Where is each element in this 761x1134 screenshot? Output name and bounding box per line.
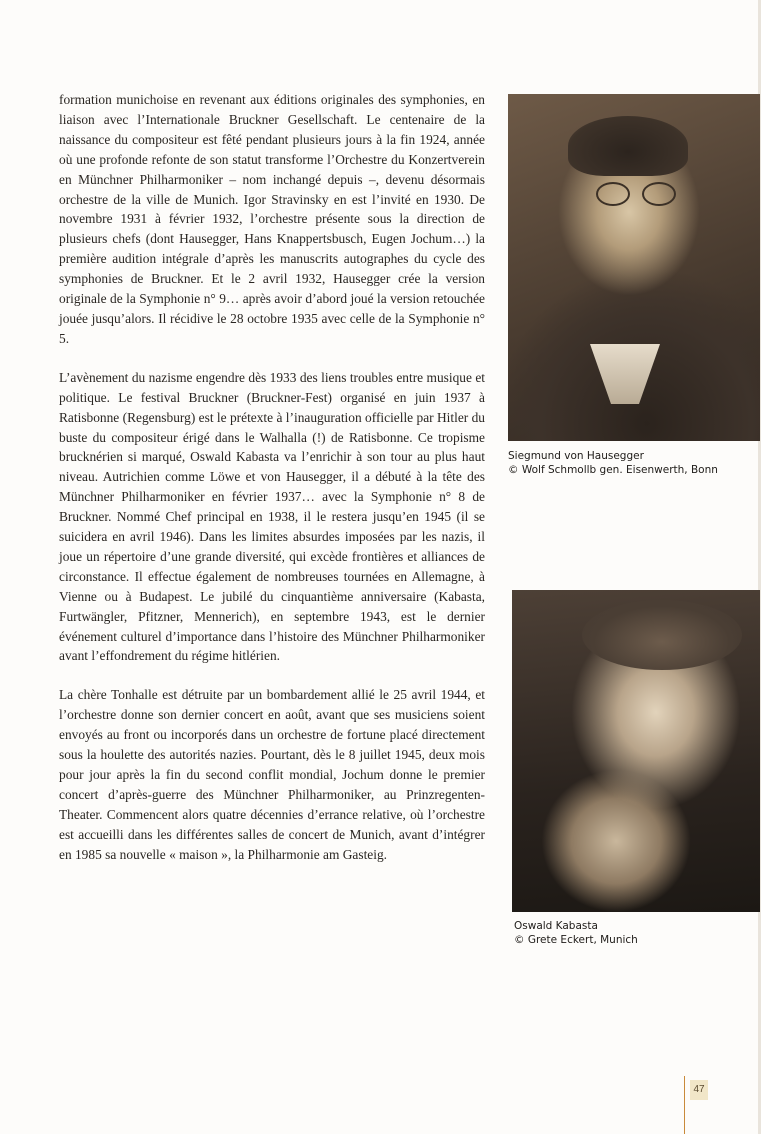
paragraph-2: L’avènement du nazisme engendre dès 1933 des liens troubles entre musique et politique. Le festival Bruckner (Bruckner-Fest) organisé en juin 1937 à Ratisbonne (Regensburg) est le prétexte à l’inauguration officielle par Hitler du buste du compositeur érigé dans le Walhalla (!) de Ratisbonne. Ce tropisme brucknérien si marqué, Oswald Kabasta va l’enrichir à son tour au plus haut niveau. Autrichien comme Löwe et von Hausegger, il a débuté à la tête des Münchner Philharmoniker en février 1937… avec la Symphonie n° 8 de Bruckner. Nommé Chef principal en 1938, il le restera jusqu’en 1945 (il se suicidera en avril 1946). Dans les limites absurdes imposées par les nazis, il joue un répertoire d’une grande diversité, qui excède frontières et alliances de circonstance. Il effectue également de nombreuses tournées en Allemagne, à Vienne ou à Budapest. Le jubilé du cinquantième anniversaire (Kabasta, Furtwängler, Pfitzner, Mennerich), en septembre 1943, est le dernier événement culturel d’importance dans l’histoire des Münchner Philharmoniker avant l’effondrement du régime hitlérien. [59,369,485,664]
paragraph-3: La chère Tonhalle est détruite par un bombardement allié le 25 avril 1944, et l’orchestre donne son dernier concert en août, avant que ses musiciens soient envoyés au front ou incorporés dans un orchestre de fortune placé directement sous la houlette des autorités nazies. Pourtant, dès le 8 juillet 1945, deux mois pour jour après la fin du second conflit mondial, Jochum donne le premier concert d’après-guerre des Münchner Philharmoniker, au Prinzregenten-Theater. Commencent alors quatre décennies d’errance relative, où l’orchestre est accueilli dans les différentes salles de concert de Munich, avant d’intégrer en 1985 sa nouvelle « maison », la Philharmonie am Gasteig. [59,687,485,862]
body-text-column [59,90,485,884]
caption-kabasta [514,919,638,947]
caption-name: Siegmund von Hausegger [508,450,644,462]
photo-detail-hair [582,600,742,670]
caption-name: Oswald Kabasta [514,920,598,932]
portrait-photo-kabasta [512,590,760,912]
portrait-photo-hausegger [508,94,760,441]
caption-credit: © Grete Eckert, Munich [514,934,638,946]
paragraph-1: formation munichoise en revenant aux éditions originales des symphonies, en liaison avec l’Internationale Bruckner Gesellschaft. Le centenaire de la naissance du compositeur est fêté pendant plusieurs jours à la fin 1924, année où une profonde refonte de son statut transforme l’Orchestre du Konzertverein en Münchner Philharmoniker – nom inchangé depuis –, devenu désormais orchestre de la ville de Munich. Igor Stravinsky en est l’invité en 1930. De novembre 1931 à février 1932, l’orchestre présente sous la direction de plusieurs chefs (dont Hausegger, Hans Knappertsbusch, Eugen Jochum…) la première audition intégrale d’après les manuscrits autographes du cycle des symphonies de Bruckner. Et le 2 avril 1932, Hausegger crée la version originale de la Symphonie n° 9… après avoir d’abord joué la version retouchée jouée jusqu’alors. Il récidive le 28 octobre 1935 avec celle de la Symphonie n° 5. [59,92,485,346]
folio-rule [684,1076,685,1134]
photo-detail-hair [568,116,688,176]
page-number: 47 [690,1080,708,1100]
caption-hausegger [508,449,718,477]
caption-credit: © Wolf Schmollb gen. Eisenwerth, Bonn [508,464,718,476]
photo-detail-collar [590,344,660,404]
photo-detail-glasses [596,182,676,204]
